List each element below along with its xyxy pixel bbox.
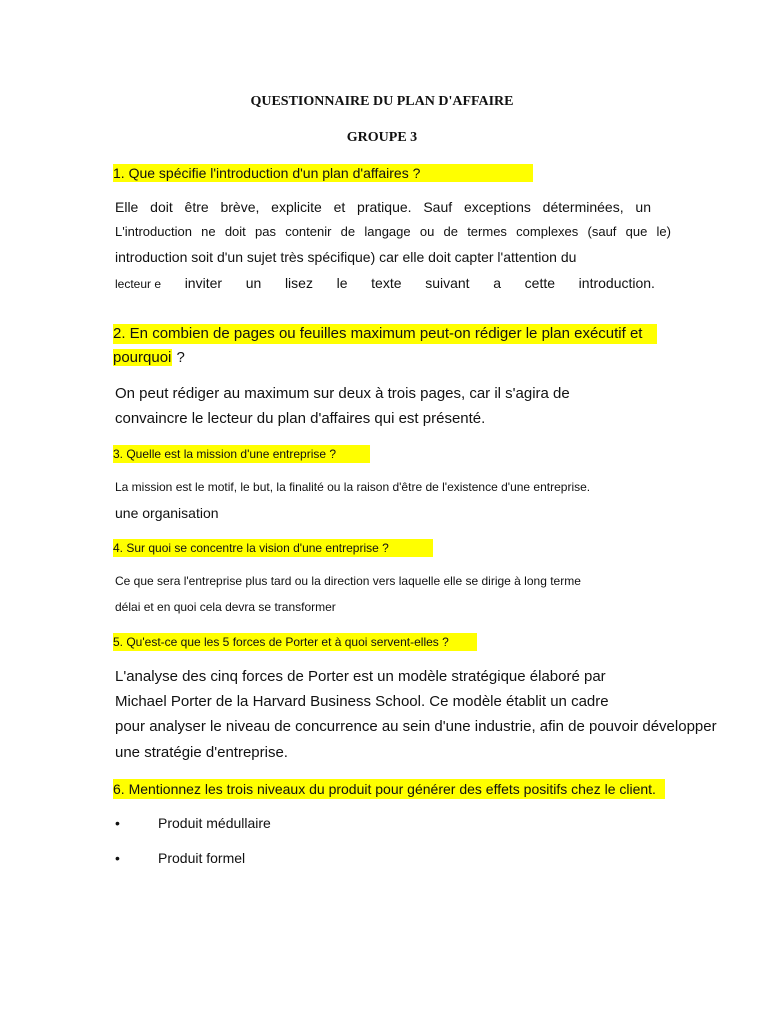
question-3: [113, 445, 370, 463]
q5-answer-line-1: L'analyse des cinq forces de Porter est un modèle stratégique élaboré par: [115, 668, 606, 685]
q1-word: un: [245, 275, 262, 291]
q2-answer-line-2: convaincre le lecteur du plan d'affaires qui est présenté.: [115, 410, 486, 427]
q5-answer-line-4: une stratégie d'entreprise.: [115, 744, 288, 761]
q1-answer-line-3: introduction soit d'un sujet très spécifique) car elle doit capter l'attention du: [115, 249, 577, 265]
bullet-item: [115, 850, 120, 868]
question-5-text: 5. Qu'est-ce que les 5 forces de Porter et à quoi servent-elles ?: [113, 635, 449, 649]
question-6-text: 6. Mentionnez les trois niveaux du produit pour générer des effets positifs chez le client.: [113, 781, 656, 797]
question-5: [113, 633, 477, 651]
q1-word: le: [336, 275, 348, 291]
q4-answer-line-2: délai et en quoi cela devra se transformer: [115, 600, 336, 614]
question-2-line-2: [113, 349, 185, 367]
document-subtitle: GROUPE 3: [346, 130, 418, 145]
q1-word: cette: [524, 275, 556, 291]
bullet-icon: •: [115, 815, 120, 831]
q2-answer-line-1: On peut rédiger au maximum sur deux à trois pages, car il s'agira de: [115, 385, 570, 402]
q3-answer-line-1: La mission est le motif, le but, la finalité ou la raison d'être de l'existence d'une entreprise.: [115, 480, 591, 494]
q6-item-1: Produit médullaire: [158, 815, 271, 831]
bullet-item: [115, 815, 120, 833]
question-3-text: 3. Quelle est la mission d'une entreprise ?: [113, 447, 337, 461]
q1-answer-line-4: [115, 275, 655, 291]
q1-word: lecteur e: [115, 277, 162, 291]
question-2-text-2-tail: ?: [172, 349, 185, 366]
question-2-line-1: [113, 324, 657, 344]
document-title: QUESTIONNAIRE DU PLAN D'AFFAIRE: [250, 94, 514, 109]
question-1-text: 1. Que spécifie l'introduction d'un plan d'affaires ?: [113, 165, 421, 181]
q1-word: lisez: [284, 275, 313, 291]
q3-answer-line-2: une organisation: [115, 505, 219, 521]
question-1: [113, 164, 533, 182]
bullet-icon: •: [115, 850, 120, 866]
question-2-text-2: pourquoi: [113, 349, 172, 366]
q1-word: a: [493, 275, 501, 291]
q5-answer-line-2: Michael Porter de la Harvard Business School. Ce modèle établit un cadre: [115, 693, 609, 710]
question-4-text: 4. Sur quoi se concentre la vision d'une entreprise ?: [113, 541, 389, 555]
q1-answer-line-2: L'introduction ne doit pas contenir de langage ou de termes complexes (sauf que le): [115, 224, 671, 239]
q1-word: suivant: [425, 275, 470, 291]
question-6: [113, 779, 665, 799]
q1-word: introduction.: [578, 275, 655, 291]
q1-answer-line-1: Elle doit être brève, explicite et pratique. Sauf exceptions déterminées, un: [115, 199, 651, 215]
q6-item-2: Produit formel: [158, 850, 246, 866]
q4-answer-line-1: Ce que sera l'entreprise plus tard ou la direction vers laquelle elle se dirige à long terme: [115, 574, 581, 588]
q1-word: texte: [371, 275, 402, 291]
question-2-text-1: 2. En combien de pages ou feuilles maximum peut-on rédiger le plan exécutif et: [113, 325, 643, 342]
q1-word: inviter: [184, 275, 223, 291]
question-4: [113, 539, 433, 557]
q5-answer-line-3: pour analyser le niveau de concurrence au sein d'une industrie, afin de pouvoir développer: [115, 718, 717, 735]
